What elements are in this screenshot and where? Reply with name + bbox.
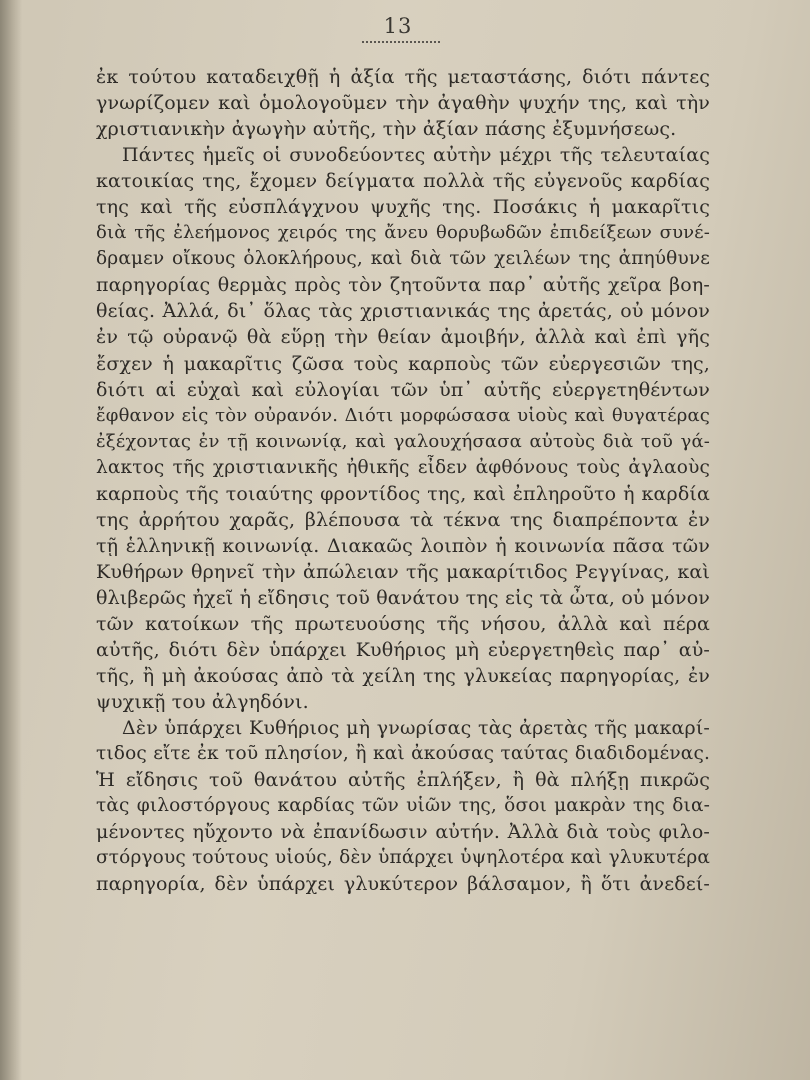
text-line: της ἀρρήτου χαρᾶς, βλέπουσα τὰ τέκνα της διαπρέποντα ἐν [96,508,710,531]
text-line: διὰ τῆς ἐλεήμονος χειρός της ἄνευ θορυβωδῶν ἐπιδείξεων συνέ- [96,222,710,244]
text-line: καρποὺς τῆς τοιαύτης φροντίδος της, καὶ ἐπληροῦτο ἡ καρδία [96,482,710,505]
page-edge-shadow [0,0,22,1080]
text-line: παρηγορίας θερμὰς πρὸς τὸν ζητοῦντα παρ᾽ αὐτῆς χεῖρα βοη- [96,274,710,297]
text-line: Δὲν ὑπάρχει Κυθήριος μὴ γνωρίσας τὰς ἀρετὰς τῆς μακαρί- [122,717,710,740]
text-line: τῶν κατοίκων τῆς πρωτευούσης τῆς νήσου, ἀλλὰ καὶ πέρα [96,612,710,635]
text-line: Ἡ εἴδησις τοῦ θανάτου αὐτῆς ἐπλήξεν, ἢ θὰ πλήξῃ πικρῶς [96,769,710,792]
text-line: ἐκ τούτου καταδειχθῇ ἡ ἀξία τῆς μεταστάσης, διότι πάντες [96,66,710,88]
text-line: κατοικίας της, ἔχομεν δείγματα πολλὰ τῆς εὐγενοῦς καρδίας [96,170,710,193]
text-line: ἐν τῷ οὐρανῷ θὰ εὕρῃ τὴν θείαν ἀμοιβήν, ἀλλὰ καὶ ἐπὶ γῆς [96,326,710,349]
text-line: τὰς φιλοστόργους καρδίας τῶν υἱῶν της, ὅσοι μακρὰν της δια- [96,795,710,817]
text-line: δραμεν οἴκους ὁλοκλήρους, καὶ διὰ τῶν χειλέων της ἀπηύθυνε [96,248,710,270]
text-line: τῇ ἑλληνικῇ κοινωνίᾳ. Διακαῶς λοιπὸν ἡ κοινωνία πᾶσα τῶν [96,534,710,557]
text-line: τιδος εἴτε ἐκ τοῦ πλησίον, ἢ καὶ ἀκούσας ταύτας διαδιδομένας. [96,743,710,765]
text-line: ἐξέχοντας ἐν τῇ κοινωνίᾳ, καὶ γαλουχήσασα αὐτοὺς διὰ τοῦ γά- [96,430,710,452]
text-line: Κυθήρων θρηνεῖ τὴν ἀπώλειαν τῆς μακαρίτιδος Ρεγγίνας, καὶ [96,560,710,583]
text-line: αὐτῆς, διότι δὲν ὑπάρχει Κυθήριος μὴ εὐεργετηθεὶς παρ᾽ αὐ- [96,639,710,662]
text-line: ἔφθανον εἰς τὸν οὐρανόν. Διότι μορφώσασα υἱοὺς καὶ θυγατέρας [96,404,710,426]
text-line: θείας. Ἀλλά, δι᾽ ὅλας τὰς χριστιανικάς της ἀρετάς, οὐ μόνον [96,300,710,323]
text-line: θλιβερῶς ἠχεῖ ἡ εἴδησις τοῦ θανάτου της εἰς τὰ ὦτα, οὐ μόνον [96,586,710,609]
page-number-rule [362,41,440,43]
body-text [96,64,710,898]
text-line: ἔσχεν ἡ μακαρῖτις ζῶσα τοὺς καρποὺς τῶν εὐεργεσιῶν της, [96,352,710,375]
text-line: στόργους τούτους υἱούς, δὲν ὑπάρχει ὑψηλοτέρα καὶ γλυκυτέρα [96,847,710,869]
text-line: Πάντες ἡμεῖς οἱ συνοδεύοντες αὐτὴν μέχρι τῆς τελευταίας [122,144,710,167]
text-line: παρηγορία, δὲν ὑπάρχει γλυκύτερον βάλσαμον, ἢ ὅτι ἀνεδεί- [96,873,710,896]
text-line: τῆς, ἢ μὴ ἀκούσας ἀπὸ τὰ χείλη της γλυκείας παρηγορίας, ἐν [96,665,710,688]
text-line: λακτος τῆς χριστιανικῆς ἠθικῆς εἶδεν ἀφθόνους τοὺς ἀγλαοὺς [96,456,710,478]
text-line: χριστιανικὴν ἀγωγὴν αὐτῆς, τὴν ἀξίαν πάσης ἐξυμνήσεως. [96,118,677,141]
page-number: 13 [383,14,413,38]
text-line: της καὶ τῆς εὐσπλάγχνου ψυχῆς της. Ποσάκις ἡ μακαρῖτις [96,196,710,219]
text-line: διότι αἱ εὐχαὶ καὶ εὐλογίαι τῶν ὑπ᾽ αὐτῆς εὐεργετηθέντων [96,378,710,401]
text-line: γνωρίζομεν καὶ ὁμολογοῦμεν τὴν ἀγαθὴν ψυχήν της, καὶ τὴν [96,92,710,115]
text-line: ψυχικῇ του ἀλγηδόνι. [96,691,309,714]
text-line: μένοντες ηὔχοντο νὰ ἐπανίδωσιν αὐτήν. Ἀλλὰ διὰ τοὺς φιλο- [96,821,710,844]
